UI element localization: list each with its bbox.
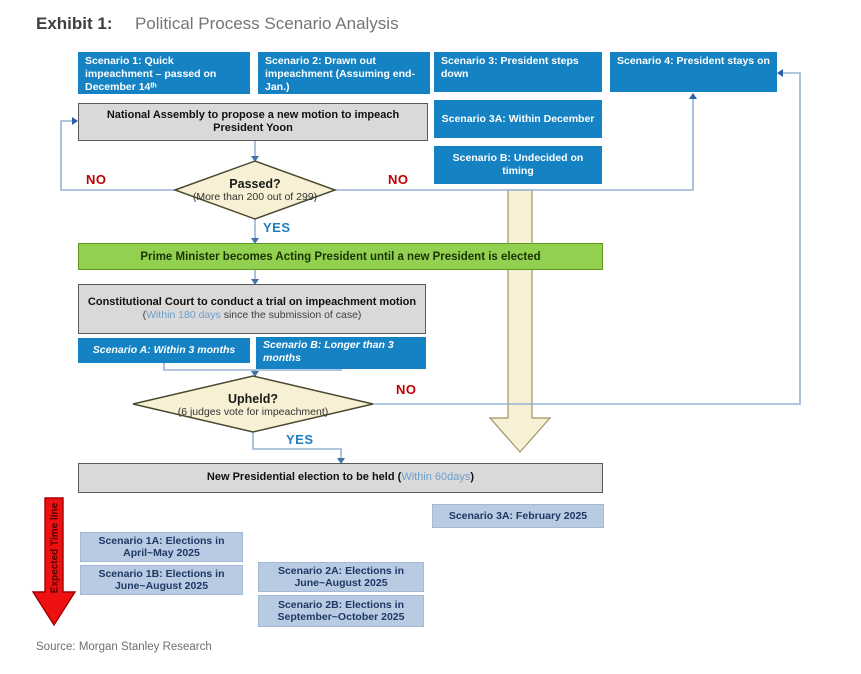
scenario-4-box: Scenario 4: President stays on (610, 52, 777, 92)
scenario-3-box: Scenario 3: President steps down (434, 52, 602, 92)
election-box (78, 463, 603, 493)
passed-no-right-label: NO (388, 172, 409, 187)
upheld-diamond-text (173, 379, 333, 431)
passed-yes-label: YES (263, 220, 291, 235)
scenario-3b-timing-box: Scenario B: Undecided on timing (434, 146, 602, 184)
result-scenario-1b-box: Scenario 1B: Elections in June~August 2025 (80, 565, 243, 595)
scenario-2-box: Scenario 2: Drawn out impeachment (Assuming end-Jan.) (258, 52, 430, 94)
court-note-open: ( (142, 309, 147, 321)
passed-diamond-text (180, 165, 330, 215)
upheld-detail: (6 judges vote for impeachment) (177, 406, 329, 418)
court-note-rest: since the submission of case) (220, 309, 362, 321)
passed-detail: (More than 200 out of 299) (192, 191, 318, 203)
constitutional-court-box (78, 284, 426, 334)
court-scenario-b-box: Scenario B: Longer than 3 months (256, 337, 426, 369)
expected-timeline-label: Expected Time line (49, 502, 61, 594)
arrowhead-left-icon (777, 69, 783, 77)
page-title: Political Process Scenario Analysis (134, 14, 399, 33)
result-scenario-3a-box: Scenario 3A: February 2025 (432, 504, 604, 528)
big-down-arrow (490, 190, 550, 452)
result-scenario-1a-box: Scenario 1A: Elections in April~May 2025 (80, 532, 243, 562)
source-note: Source: Morgan Stanley Research (36, 641, 212, 653)
upheld-no-label: NO (396, 382, 417, 397)
election-note-open: ( (397, 471, 402, 484)
exhibit-title (36, 14, 399, 34)
election-note-close: ) (470, 471, 475, 484)
election-note-blue: Within 60days (401, 471, 471, 484)
result-scenario-2b-box: Scenario 2B: Elections in September~October 2025 (258, 595, 424, 627)
passed-no-left-label: NO (86, 172, 107, 187)
election-note (395, 471, 475, 485)
court-note-blue: Within 180 days (146, 309, 221, 321)
scenario-3a-box: Scenario 3A: Within December (434, 100, 602, 138)
court-title: Constitutional Court to conduct a trial on impeachment motion (87, 295, 417, 308)
arrowhead-up-icon (689, 93, 697, 99)
upheld-question: Upheld? (228, 392, 278, 406)
exhibit-label: Exhibit 1: (36, 14, 113, 33)
pm-acting-president-box: Prime Minister becomes Acting President until a new President is elected (78, 243, 603, 270)
result-scenario-2a-box: Scenario 2A: Elections in June~August 2025 (258, 562, 424, 592)
election-title: New Presidential election to be held (206, 471, 395, 484)
court-note (143, 309, 362, 323)
scenario-1-box: Scenario 1: Quick impeachment – passed on December 14ᵗʰ (78, 52, 250, 94)
national-assembly-box: National Assembly to propose a new motion to impeach President Yoon (78, 103, 428, 141)
passed-question: Passed? (229, 177, 281, 191)
upheld-yes-label: YES (286, 432, 314, 447)
court-scenario-a-box: Scenario A: Within 3 months (78, 338, 250, 363)
